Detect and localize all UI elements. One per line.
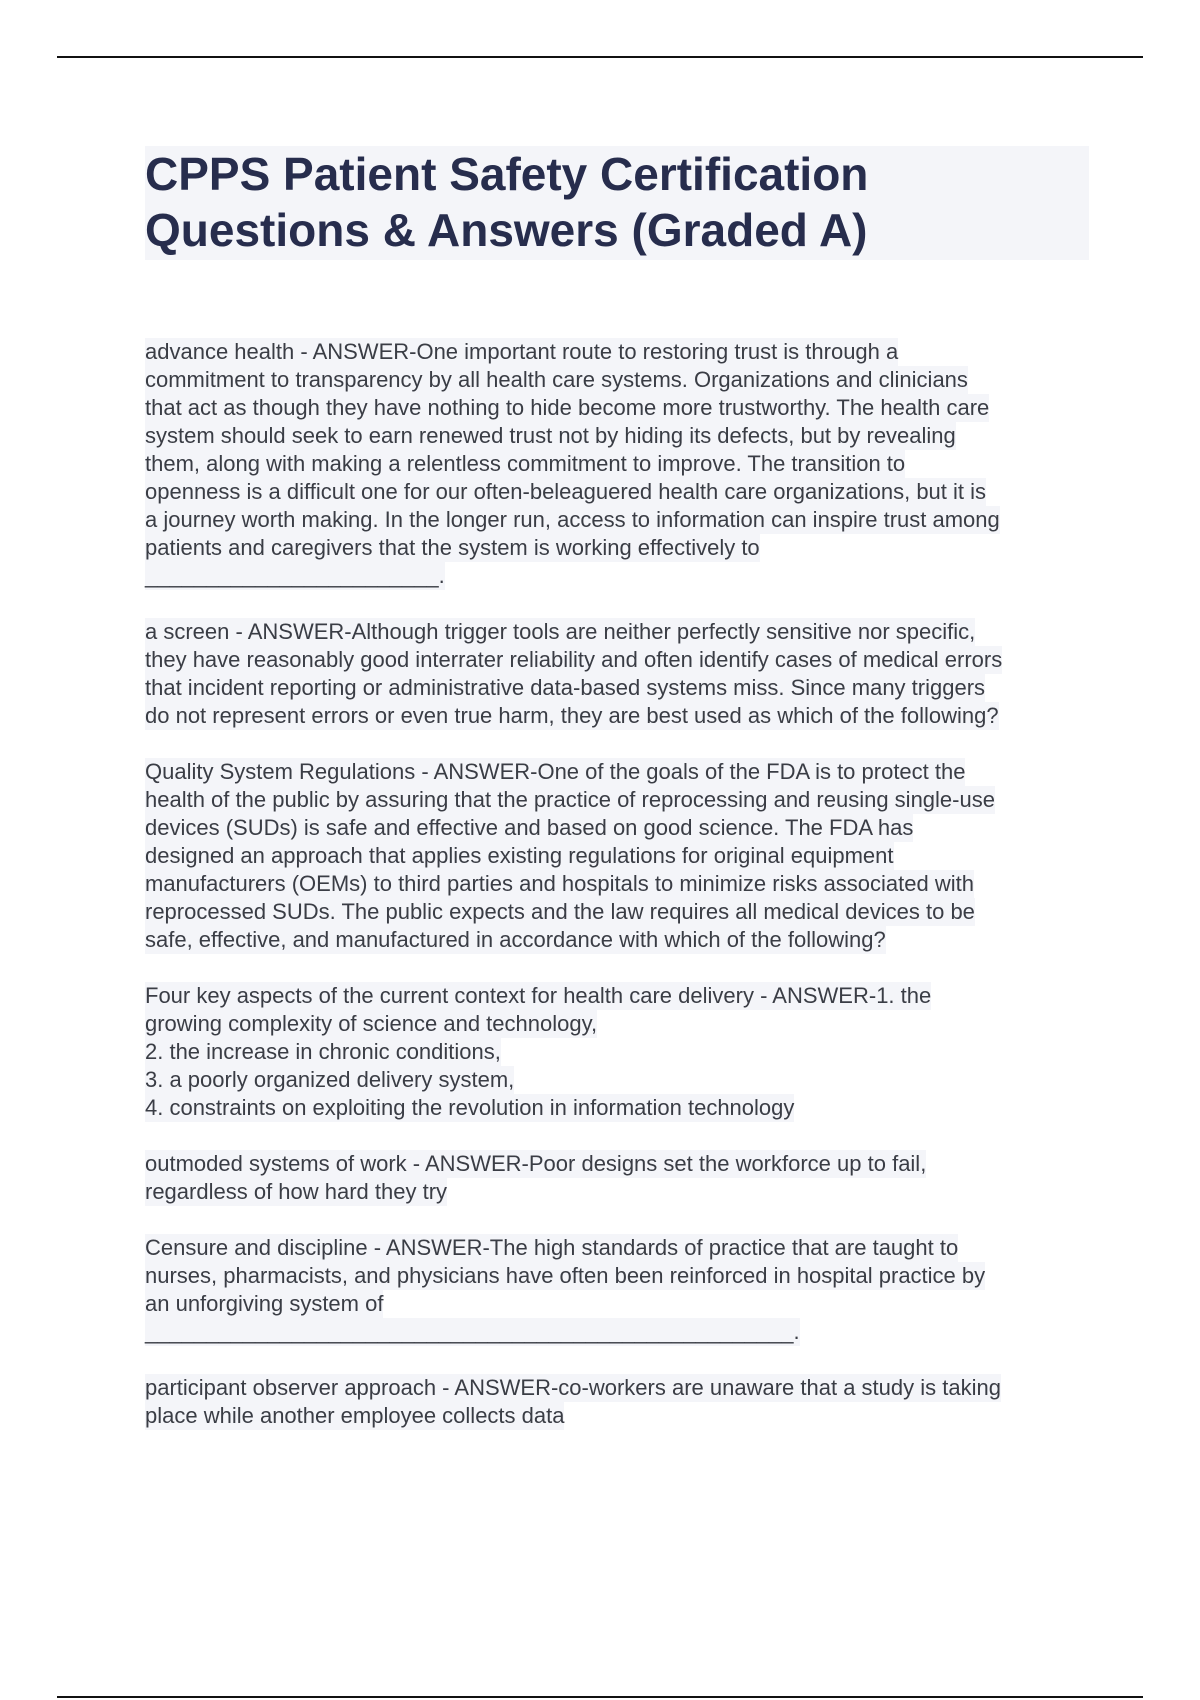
qa-line: system should seek to earn renewed trust not by hiding its defects, but by revealing	[145, 423, 956, 448]
qa-line: 3. a poorly organized delivery system,	[145, 1067, 515, 1092]
qa-entry	[145, 1374, 1105, 1430]
qa-line: nurses, pharmacists, and physicians have often been reinforced in hospital practice by	[145, 1263, 986, 1288]
qa-line: that incident reporting or administrative data-based systems miss. Since many triggers	[145, 675, 986, 700]
title-line: CPPS Patient Safety Certification	[145, 148, 869, 200]
qa-line: 2. the increase in chronic conditions,	[145, 1039, 501, 1064]
qa-line: advance health - ANSWER-One important route to restoring trust is through a	[145, 339, 899, 364]
qa-line: reprocessed SUDs. The public expects and the law requires all medical devices to be	[145, 899, 975, 924]
qa-line: _____________________________________________________.	[145, 1319, 800, 1344]
qa-line: safe, effective, and manufactured in accordance with which of the following?	[145, 927, 886, 952]
qa-line: place while another employee collects data	[145, 1403, 565, 1428]
qa-line: that act as though they have nothing to hide become more trustworthy. The health care	[145, 395, 990, 420]
qa-line: Four key aspects of the current context for health care delivery - ANSWER-1. the	[145, 983, 932, 1008]
qa-line: manufacturers (OEMs) to third parties and hospitals to minimize risks associated with	[145, 871, 974, 896]
qa-line: a journey worth making. In the longer run, access to information can inspire trust among	[145, 507, 1000, 532]
qa-entry	[145, 338, 1105, 590]
qa-line: them, along with making a relentless commitment to improve. The transition to	[145, 451, 906, 476]
qa-line: designed an approach that applies existing regulations for original equipment	[145, 843, 894, 868]
qa-line: a screen - ANSWER-Although trigger tools are neither perfectly sensitive nor specific,	[145, 619, 976, 644]
qa-line: an unforgiving system of	[145, 1291, 384, 1316]
qa-line: do not represent errors or even true harm, they are best used as which of the following?	[145, 703, 999, 728]
qa-line: 4. constraints on exploiting the revolution in information technology	[145, 1095, 795, 1120]
qa-line: openness is a difficult one for our often-beleaguered health care organizations, but it is	[145, 479, 987, 504]
bottom-rule	[57, 1696, 1143, 1698]
qa-line: health of the public by assuring that the practice of reprocessing and reusing single-use	[145, 787, 995, 812]
document-title	[145, 146, 1089, 260]
top-rule	[57, 56, 1143, 58]
qa-entry	[145, 1234, 1105, 1346]
qa-entry	[145, 1150, 1105, 1206]
qa-line: commitment to transparency by all health care systems. Organizations and clinicians	[145, 367, 968, 392]
qa-line: participant observer approach - ANSWER-co-workers are unaware that a study is taking	[145, 1375, 1001, 1400]
title-line: Questions & Answers (Graded A)	[145, 204, 868, 256]
qa-line: outmoded systems of work - ANSWER-Poor designs set the workforce up to fail,	[145, 1151, 927, 1176]
qa-entry	[145, 618, 1105, 730]
qa-line: ________________________.	[145, 563, 445, 588]
qa-list	[145, 338, 1105, 1458]
qa-line: patients and caregivers that the system is working effectively to	[145, 535, 760, 560]
qa-line: Quality System Regulations - ANSWER-One of the goals of the FDA is to protect the	[145, 759, 966, 784]
qa-entry	[145, 982, 1105, 1122]
qa-entry	[145, 758, 1105, 954]
qa-line: growing complexity of science and technology,	[145, 1011, 598, 1036]
qa-line: regardless of how hard they try	[145, 1179, 448, 1204]
qa-line: devices (SUDs) is safe and effective and based on good science. The FDA has	[145, 815, 914, 840]
qa-line: they have reasonably good interrater reliability and often identify cases of medical errors	[145, 647, 1003, 672]
qa-line: Censure and discipline - ANSWER-The high standards of practice that are taught to	[145, 1235, 959, 1260]
